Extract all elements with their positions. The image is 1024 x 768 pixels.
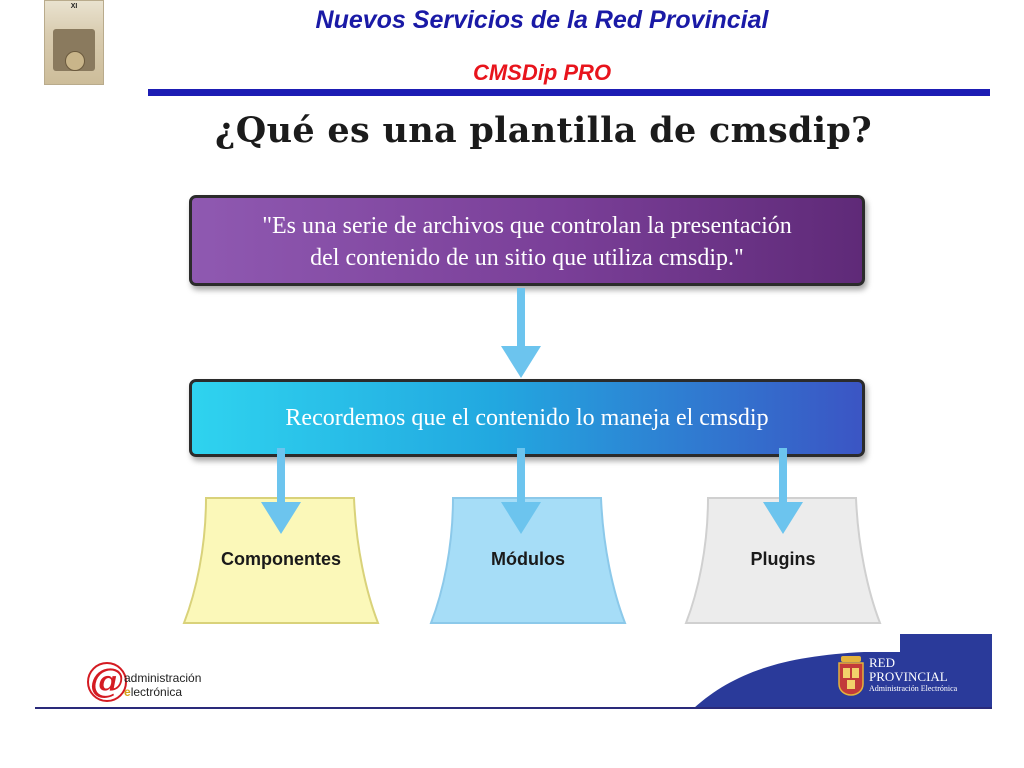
card-label: Componentes (220, 549, 341, 569)
logo-line-2-rest: lectrónica (130, 685, 183, 699)
reminder-text: Recordemos que el contenido lo maneja el cmsdip (285, 405, 769, 431)
definition-box (189, 195, 865, 286)
slide-question: ¿Qué es una plantilla de cmsdip? (215, 110, 872, 151)
administracion-electronica-logo (87, 662, 217, 706)
definition-line-1: "Es una serie de archivos que controlan la presentación (262, 213, 792, 239)
footer-divider (35, 707, 992, 709)
thumbnail-label: XI (70, 3, 78, 10)
at-symbol-icon: @ (87, 662, 127, 702)
red-provincial-line-3: Administración Electrónica (869, 684, 958, 693)
logo-initial: e (124, 685, 131, 699)
down-arrow-icon (258, 448, 304, 536)
reminder-box (189, 379, 865, 457)
red-provincial-line-2: PROVINCIAL (869, 669, 948, 684)
logo-line-1: administración (124, 671, 202, 685)
down-arrow-icon (498, 288, 544, 380)
logo-line-2 (124, 685, 182, 699)
definition-line-2: del contenido de un sitio que utiliza cmsdip." (310, 245, 744, 271)
page-subtitle: CMSDip PRO (472, 60, 612, 85)
card-label: Plugins (750, 549, 816, 569)
coat-of-arms-icon (838, 656, 864, 696)
header-divider (148, 89, 990, 96)
down-arrow-icon (760, 448, 806, 536)
card-label: Módulos (491, 549, 565, 569)
red-provincial-line-1: RED (869, 655, 895, 670)
page-title: Nuevos Servicios de la Red Provincial (315, 6, 769, 34)
down-arrow-icon (498, 448, 544, 536)
